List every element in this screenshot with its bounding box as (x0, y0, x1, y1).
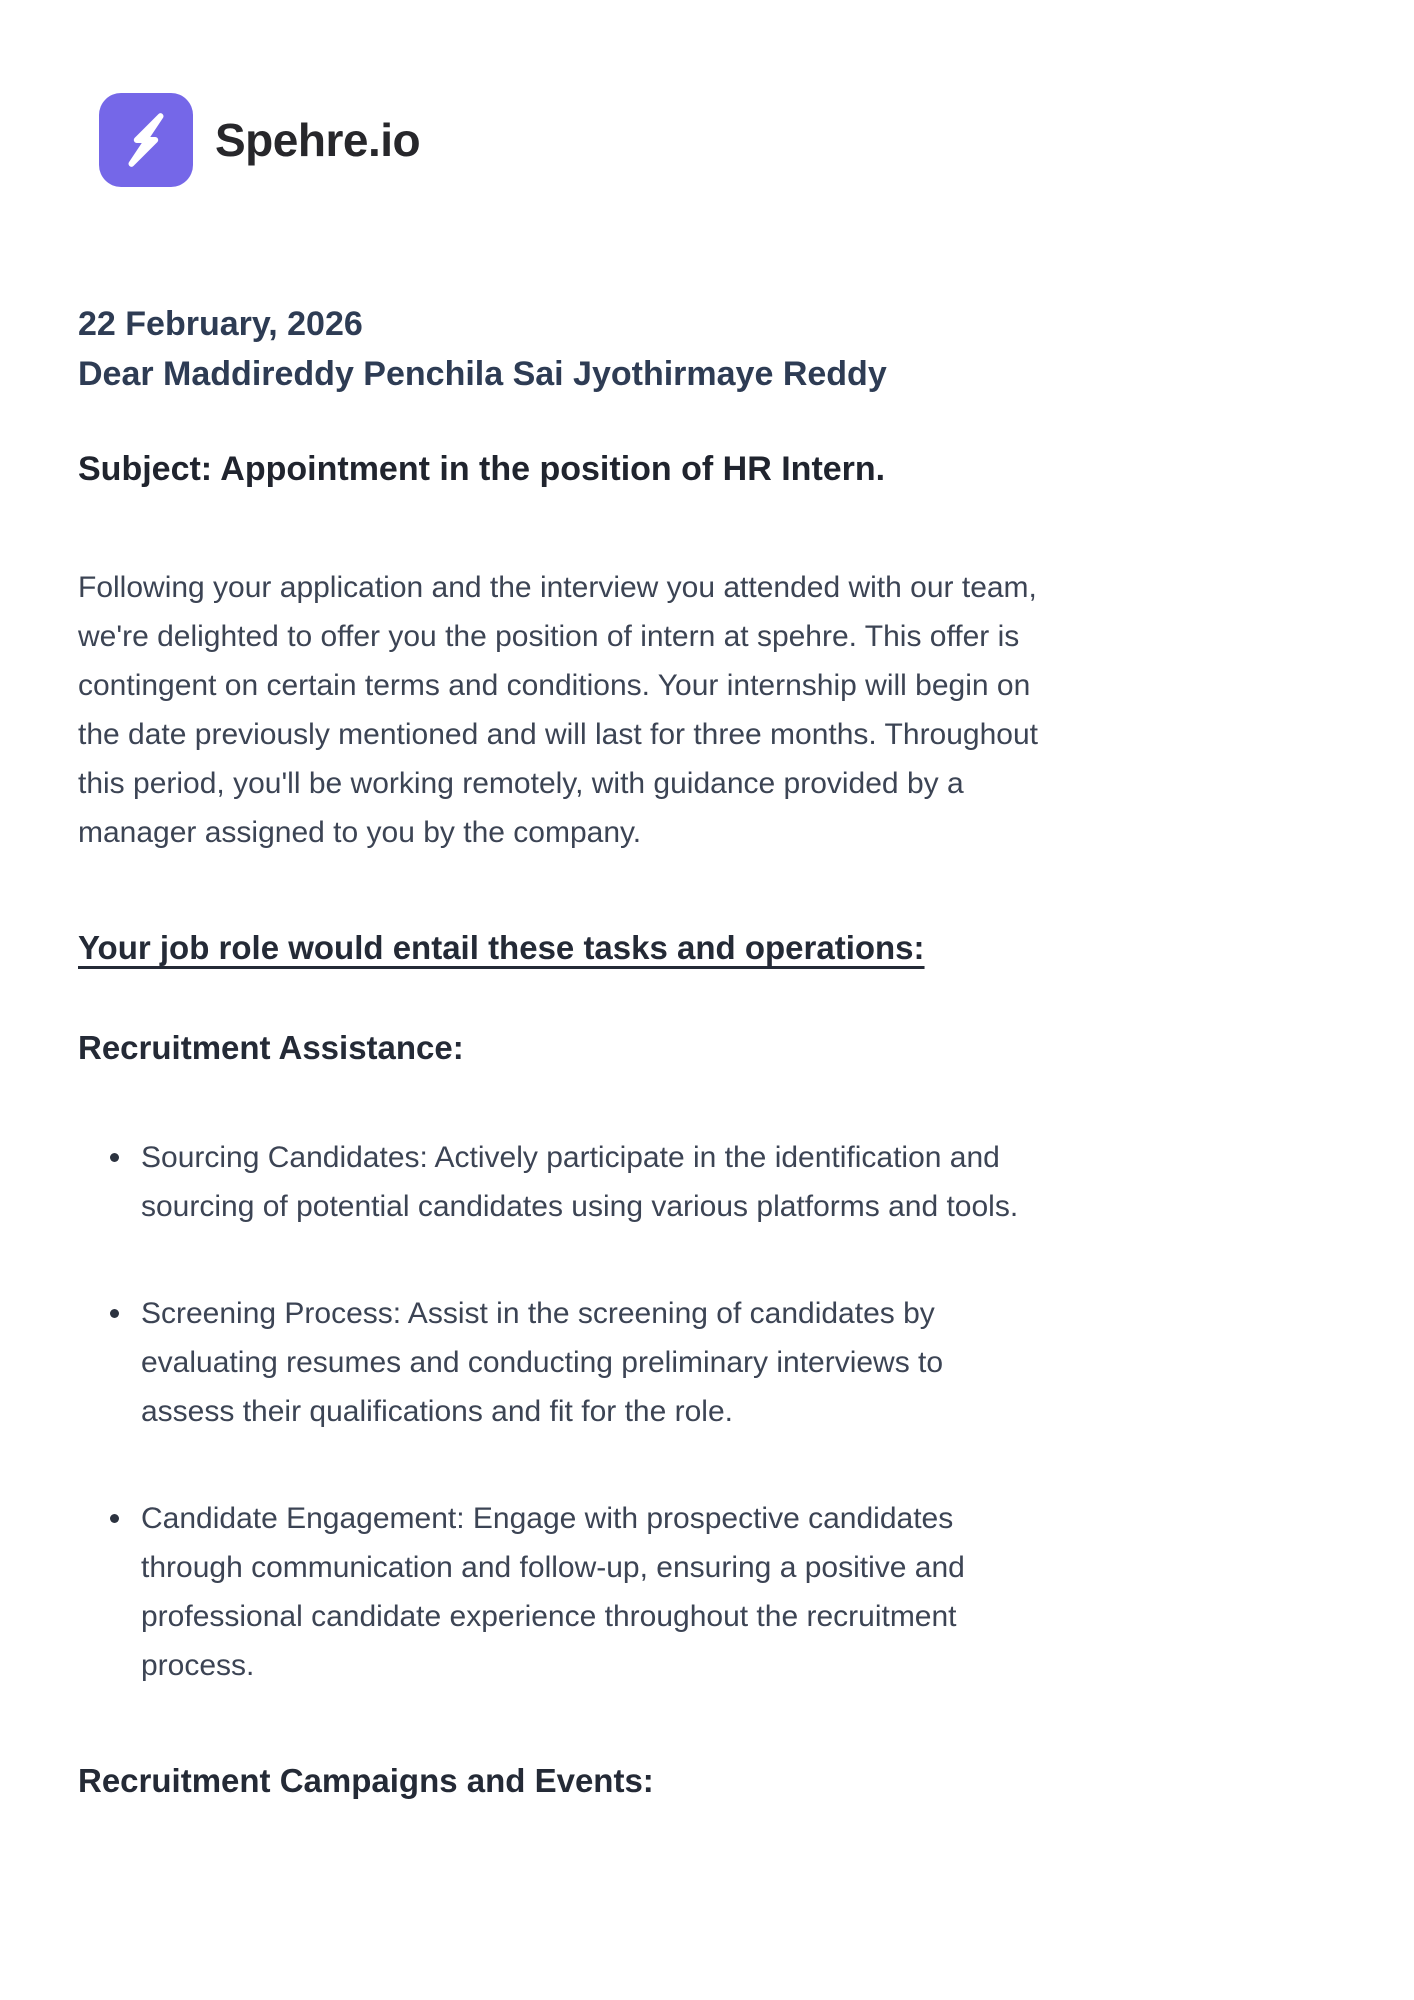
brand-name: Spehre.io (215, 114, 421, 166)
letter-date: 22 February, 2026 (78, 305, 363, 343)
bullet-text-screening-process: Screening Process: Assist in the screening of candidates by evaluating resumes and conducting preliminary interviews to assess their qualifications and fit for the role. (141, 1297, 944, 1428)
letter-body (78, 299, 1063, 1800)
list-item (78, 1494, 1038, 1690)
spehre-logo (99, 93, 193, 187)
bullet-text-sourcing-candidates: Sourcing Candidates: Actively participate in the identification and sourcing of potential candidates using various platforms and tools. (141, 1141, 1019, 1223)
brand-header (99, 93, 1063, 187)
bullet-icon (110, 1309, 119, 1318)
salutation: Dear Maddireddy Penchila Sai Jyothirmaye Reddy (78, 355, 887, 393)
section-title-recruitment-campaigns: Recruitment Campaigns and Events: (78, 1762, 654, 1799)
bullet-icon (110, 1514, 119, 1523)
logo-bolt-icon (113, 107, 179, 173)
recruitment-assistance-list (78, 1133, 1038, 1690)
list-item (78, 1289, 1038, 1436)
subject-line: Subject: Appointment in the position of HR Intern. (78, 450, 886, 488)
section-title-recruitment-assistance: Recruitment Assistance: (78, 1029, 464, 1066)
letter-content (78, 0, 1063, 1800)
list-item (78, 1133, 1038, 1231)
tasks-heading: Your job role would entail these tasks and operations: (78, 929, 925, 966)
intro-paragraph: Following your application and the interview you attended with our team, we're delighted to offer you the position of intern at spehre. This offer is contingent on certain terms and conditions. Your internship will begin on the date previously mentioned and will last for three months. Throughout this period, you'll be working remotely, with guidance provided by a manager assigned to you by the company. (78, 571, 1038, 849)
bullet-icon (110, 1153, 119, 1162)
bullet-text-candidate-engagement: Candidate Engagement: Engage with prospective candidates through communication and follow-up, ensuring a positive and professional candidate experience throughout the recruitment process. (141, 1502, 965, 1682)
